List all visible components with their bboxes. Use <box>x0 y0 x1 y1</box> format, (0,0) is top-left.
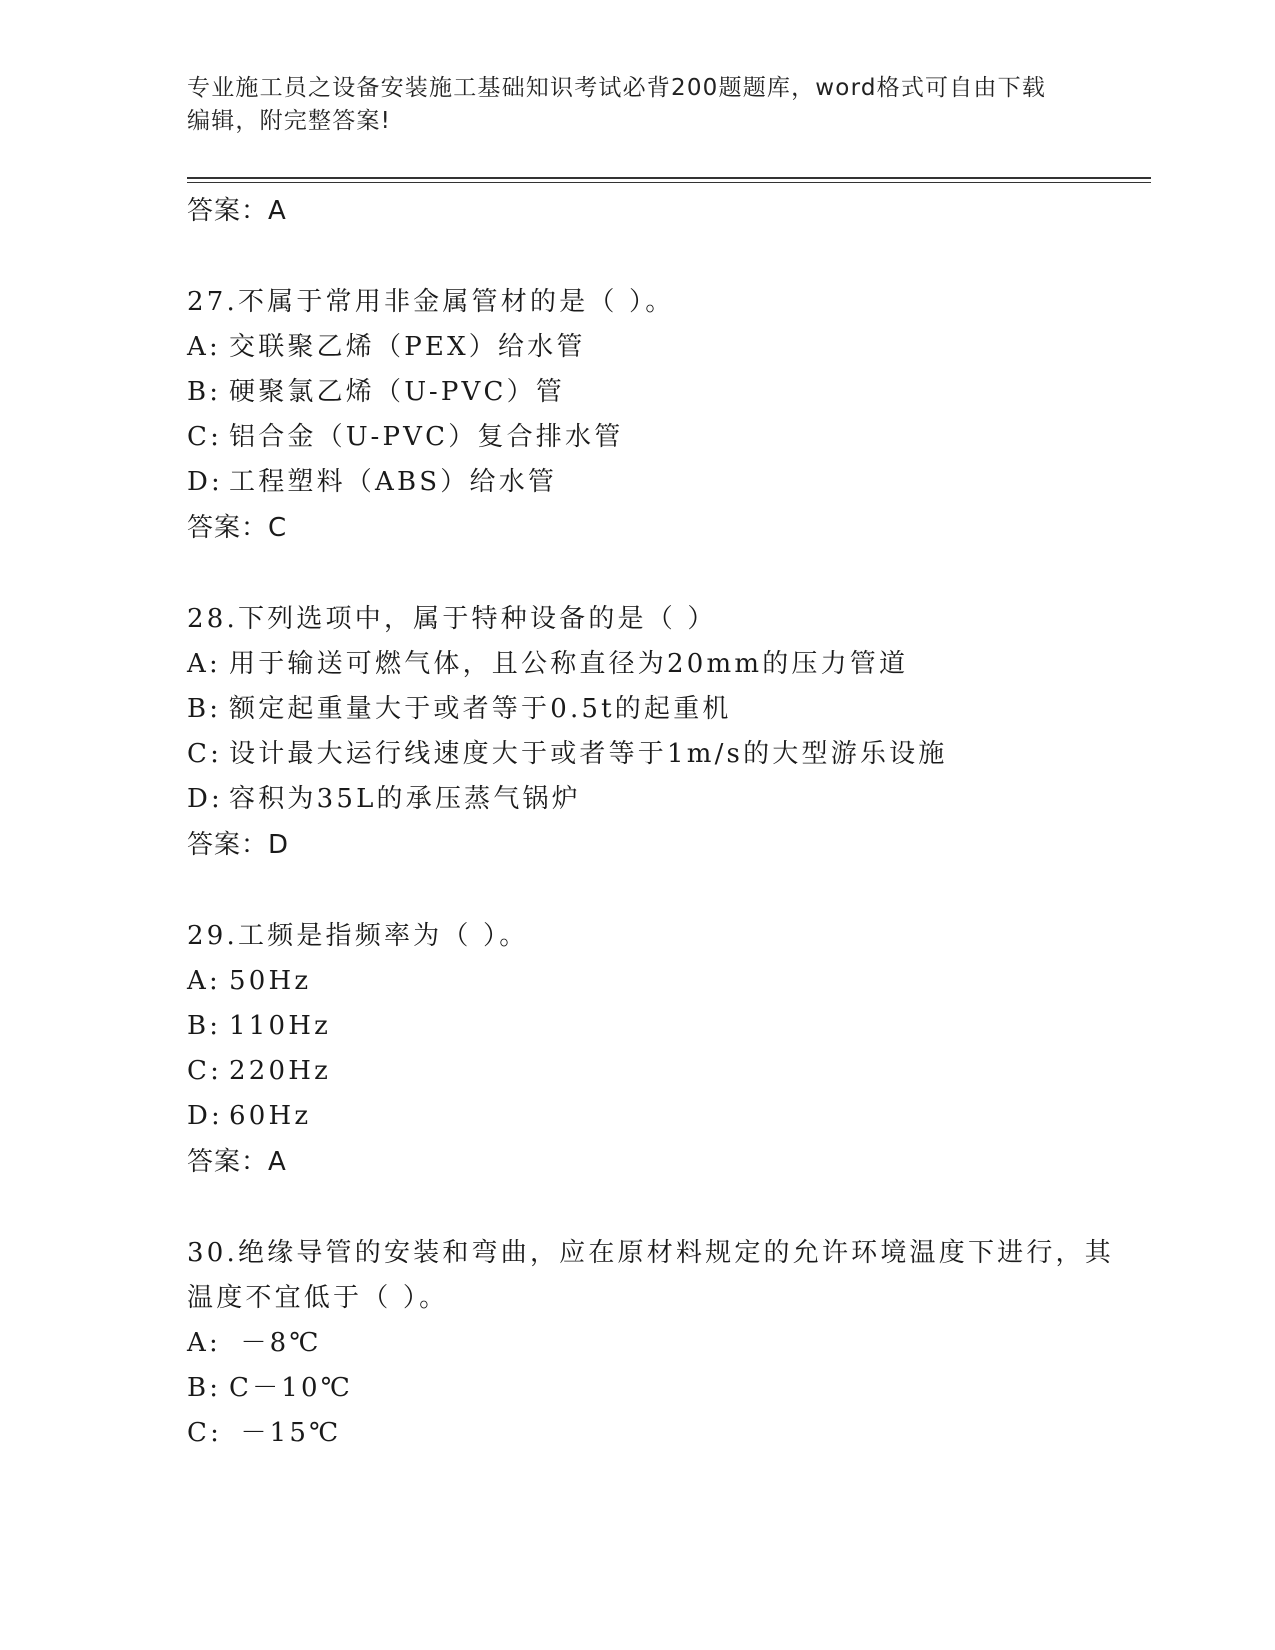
question-text: 27.不属于常用非金属管材的是（ ）。 <box>187 287 675 317</box>
option-d <box>187 777 1137 822</box>
option-key: D: <box>187 467 224 497</box>
option-text: 工程塑料（ABS）给水管 <box>229 467 558 497</box>
option-key: D: <box>187 784 224 814</box>
question-text: 28.下列选项中，属于特种设备的是（ ） <box>187 604 717 634</box>
option-text: 60Hz <box>229 1101 312 1131</box>
question-item <box>187 1231 1137 1456</box>
answer-line <box>187 822 1137 868</box>
option-a <box>187 642 1137 687</box>
answer-label: 答案： <box>187 513 269 543</box>
option-text: 110Hz <box>229 1011 331 1041</box>
answer-label: 答案： <box>187 196 269 226</box>
option-a <box>187 959 1137 1004</box>
option-c <box>187 415 1137 460</box>
option-text: 设计最大运行线速度大于或者等于1m/s的大型游乐设施 <box>229 739 948 769</box>
answer-line <box>187 188 1137 234</box>
option-key: A: <box>187 649 221 679</box>
option-c <box>187 732 1137 777</box>
option-key: B: <box>187 1011 222 1041</box>
option-key: A: <box>187 1328 221 1358</box>
option-a <box>187 325 1137 370</box>
question-item <box>187 597 1137 868</box>
answer-value: A <box>268 1147 287 1177</box>
option-key: B: <box>187 377 222 407</box>
answer-value: C <box>268 513 288 543</box>
answer-label: 答案： <box>187 830 269 860</box>
option-d <box>187 460 1137 505</box>
option-text: －15℃ <box>229 1418 342 1448</box>
option-a <box>187 1321 1137 1366</box>
question-text: 30.绝缘导管的安装和弯曲，应在原材料规定的允许环境温度下进行，其温度不宜低于（ ）。 <box>187 1238 1114 1313</box>
option-text: 用于输送可燃气体，且公称直径为20mm的压力管道 <box>229 649 909 679</box>
option-text: 硬聚氯乙烯（U-PVC）管 <box>229 377 566 407</box>
option-key: A: <box>187 966 221 996</box>
header-divider-thin <box>187 182 1151 183</box>
spacer <box>187 868 1137 914</box>
option-c <box>187 1049 1137 1094</box>
option-text: 铝合金（U-PVC）复合排水管 <box>229 422 624 452</box>
option-key: D: <box>187 1101 224 1131</box>
option-key: B: <box>187 694 222 724</box>
question-item <box>187 914 1137 1185</box>
option-text: 220Hz <box>229 1056 331 1086</box>
option-d <box>187 1094 1137 1139</box>
option-key: C: <box>187 739 223 769</box>
answer-value: D <box>268 830 290 860</box>
spacer <box>187 1185 1137 1231</box>
option-text: 额定起重量大于或者等于0.5t的起重机 <box>229 694 732 724</box>
option-b <box>187 1004 1137 1049</box>
answer-label: 答案： <box>187 1147 269 1177</box>
option-text: C－10℃ <box>229 1373 354 1403</box>
option-key: C: <box>187 422 223 452</box>
option-b <box>187 370 1137 415</box>
option-key: C: <box>187 1056 223 1086</box>
question-text: 29.工频是指频率为（ ）。 <box>187 921 529 951</box>
answer-line <box>187 505 1137 551</box>
answer-line <box>187 1139 1137 1185</box>
option-text: 交联聚乙烯（PEX）给水管 <box>229 332 586 362</box>
spacer <box>187 551 1137 597</box>
question-item <box>187 280 1137 551</box>
option-text: －8℃ <box>229 1328 322 1358</box>
spacer <box>187 234 1137 280</box>
option-b <box>187 687 1137 732</box>
option-b <box>187 1366 1137 1411</box>
option-key: A: <box>187 332 221 362</box>
option-c <box>187 1411 1137 1456</box>
option-text: 50Hz <box>229 966 312 996</box>
header-divider <box>187 177 1151 179</box>
document-header: 专业施工员之设备安装施工基础知识考试必背200题题库，word格式可自由下载编辑，附完整答案! <box>187 75 1047 134</box>
answer-value: A <box>268 196 287 226</box>
option-key: B: <box>187 1373 222 1403</box>
question-list <box>187 188 1137 1456</box>
option-text: 容积为35L的承压蒸气锅炉 <box>229 784 581 814</box>
option-key: C: <box>187 1418 223 1448</box>
